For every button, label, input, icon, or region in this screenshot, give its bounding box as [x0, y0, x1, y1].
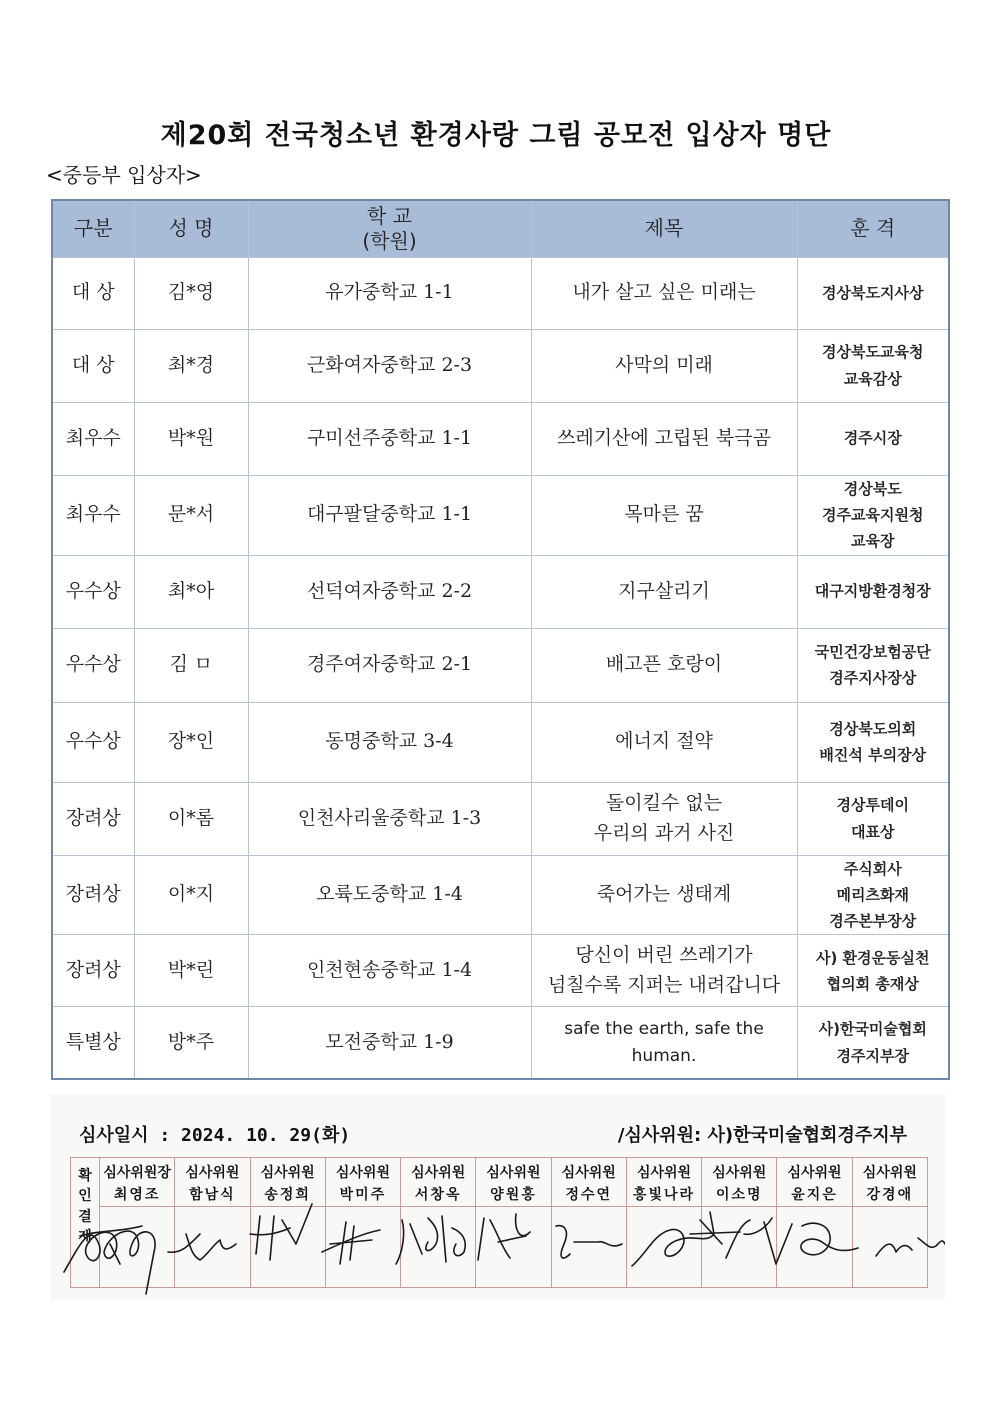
judges-row: [71, 1158, 928, 1207]
header-category: 구분: [52, 200, 134, 257]
honor-line: 국민건강보험공단: [814, 642, 931, 661]
student-name-cell: 최*경: [134, 329, 248, 402]
judge-role: 심사위원: [636, 1165, 692, 1181]
table-row: [52, 628, 949, 702]
table-row: [52, 782, 949, 855]
award-rows: [52, 257, 949, 1079]
artwork-title-line: 당신이 버린 쓰레기가: [575, 944, 753, 967]
review-jury: /심사위원: 사)한국미술협회경주지부: [617, 1125, 907, 1146]
artwork-title-cell: [531, 555, 797, 628]
header-school: [248, 200, 531, 257]
honor-cell: [797, 628, 949, 702]
school-cell: 대구팔달중학교 1-1: [248, 475, 531, 555]
table-row: [52, 855, 949, 935]
school-cell: 모전중학교 1-9: [248, 1007, 531, 1079]
signature-box: [100, 1207, 175, 1288]
judge-cell: [100, 1158, 175, 1207]
honor-cell: [797, 855, 949, 935]
award-category-cell: 장려상: [52, 935, 134, 1007]
award-category-cell: 우수상: [52, 628, 134, 702]
confirm-char: 결: [78, 1208, 92, 1225]
school-cell: 오륙도중학교 1-4: [248, 855, 531, 935]
honor-line: 경주지부장: [836, 1046, 909, 1065]
judge-name: 윤지은: [791, 1187, 838, 1203]
judge-cell: [476, 1158, 551, 1207]
artwork-title-line: 돌이킬수 없는: [605, 792, 723, 815]
award-category-cell: 우수상: [52, 555, 134, 628]
student-name-cell: 방*주: [134, 1007, 248, 1079]
student-name-cell: 장*인: [134, 702, 248, 782]
award-category-cell: 특별상: [52, 1007, 134, 1079]
section-subtitle: <중등부 입상자>: [46, 163, 202, 187]
honor-cell: [797, 257, 949, 329]
table-header-row: [52, 200, 949, 257]
judge-cell: [626, 1158, 701, 1207]
awards-table: [51, 199, 950, 1080]
judge-role: 심사위원: [260, 1165, 315, 1181]
honor-line: 경상투데이: [836, 796, 909, 815]
judge-cell: [852, 1158, 927, 1207]
honor-line: 메리츠화재: [836, 885, 909, 904]
judge-cell: [551, 1158, 626, 1207]
student-name-cell: 이*롬: [134, 782, 248, 855]
judge-cell: [401, 1158, 476, 1207]
honor-line: 배진석 부의장상: [819, 746, 927, 764]
artwork-title-cell: [531, 628, 797, 702]
student-name-cell: 김 ㅁ: [134, 628, 248, 702]
judge-name: 최영조: [113, 1187, 161, 1203]
table-row: [52, 475, 949, 555]
header-honor: 훈 격: [797, 200, 949, 257]
signature-box: [852, 1207, 927, 1288]
confirm-char: 인: [78, 1188, 92, 1205]
student-name-cell: 박*린: [134, 935, 248, 1007]
judge-name: 강경애: [866, 1187, 914, 1203]
judge-cell: [175, 1158, 250, 1207]
honor-line: 대구지방환경청장: [814, 582, 931, 601]
confirm-char: 제: [78, 1228, 92, 1245]
honor-cell: [797, 935, 949, 1007]
judge-role: 심사위원: [335, 1165, 390, 1181]
honor-line: 사) 환경운동실천: [815, 948, 930, 967]
signature-box: [250, 1207, 325, 1288]
honor-cell: [797, 702, 949, 782]
award-category-cell: 대 상: [52, 257, 134, 329]
signature-box: [476, 1207, 551, 1288]
award-category-cell: 최우수: [52, 475, 134, 555]
school-cell: 동명중학교 3-4: [248, 702, 531, 782]
honor-cell: [797, 555, 949, 628]
student-name-cell: 문*서: [134, 475, 248, 555]
judge-cell: [702, 1158, 777, 1207]
artwork-title-cell: [531, 855, 797, 935]
artwork-title-line: 지구살리기: [618, 579, 710, 602]
award-category-cell: 장려상: [52, 855, 134, 935]
signature-box: [175, 1207, 250, 1288]
judge-name: 함남식: [189, 1187, 236, 1203]
judge-cell: [777, 1158, 852, 1207]
artwork-title-line: 우리의 과거 사진: [593, 821, 735, 844]
signature-row: [71, 1207, 928, 1288]
artwork-title-cell: [531, 329, 797, 402]
artwork-title-line: 쓰레기산에 고립된 북극곰: [557, 426, 771, 449]
header-school-line1: 학 교: [367, 203, 412, 228]
judge-role: 심사위원: [561, 1165, 616, 1181]
table-row: [52, 555, 949, 628]
honor-cell: [797, 329, 949, 402]
signature-box: [401, 1207, 476, 1288]
school-cell: 유가중학교 1-1: [248, 257, 531, 329]
judge-role: 심사위원: [411, 1165, 466, 1181]
judge-name: 송정희: [264, 1187, 311, 1203]
judge-cell: [250, 1158, 325, 1207]
judge-name: 이소명: [715, 1187, 763, 1203]
artwork-title-cell: [531, 782, 797, 855]
school-cell: 선덕여자중학교 2-2: [248, 555, 531, 628]
table-row: [52, 402, 949, 475]
honor-line: 경상북도의회: [829, 719, 917, 738]
student-name-cell: 최*아: [134, 555, 248, 628]
honor-line: 교육감상: [843, 369, 902, 388]
honor-line: 사)한국미술협회: [818, 1020, 927, 1039]
judge-role: 심사위원: [862, 1165, 917, 1181]
judge-name: 정수연: [565, 1187, 613, 1203]
honor-cell: [797, 475, 949, 555]
artwork-title-cell: [531, 935, 797, 1007]
judge-name: 박미주: [339, 1187, 387, 1203]
award-category-cell: 우수상: [52, 702, 134, 782]
artwork-title-cell: [531, 1007, 797, 1079]
header-artwork-title: 제목: [531, 200, 797, 257]
table-row: [52, 1007, 949, 1079]
award-category-cell: 장려상: [52, 782, 134, 855]
honor-line: 경주본부장상: [829, 912, 917, 930]
judge-name: 서창옥: [414, 1187, 462, 1203]
judge-cell: [325, 1158, 400, 1207]
review-section: [50, 1094, 945, 1300]
judge-name: 양원홍: [490, 1187, 537, 1203]
school-cell: 구미선주중학교 1-1: [248, 402, 531, 475]
artwork-title-cell: [531, 702, 797, 782]
confirm-char: 확: [78, 1168, 92, 1184]
honor-line: 경주지사장상: [829, 669, 917, 687]
honor-line: 주식회사: [843, 859, 902, 878]
artwork-title-cell: [531, 257, 797, 329]
artwork-title-line: 에너지 절약: [615, 730, 713, 753]
school-cell: 인천사리울중학교 1-3: [248, 782, 531, 855]
signature-box: [325, 1207, 400, 1288]
header-school-line2: (학원): [362, 228, 417, 253]
document-title: 제20회 전국청소년 환경사랑 그림 공모전 입상자 명단: [160, 120, 832, 151]
artwork-title-line: human.: [631, 1045, 697, 1066]
judge-role: 심사위원: [486, 1165, 541, 1181]
honor-line: 교육장: [851, 532, 895, 551]
honor-line: 경주시장: [843, 429, 902, 448]
school-cell: 인천현송중학교 1-4: [248, 935, 531, 1007]
signature-box: [777, 1207, 852, 1288]
table-row: [52, 935, 949, 1007]
judge-name: 홍빛나라: [632, 1187, 696, 1203]
student-name-cell: 박*원: [134, 402, 248, 475]
artwork-title-line: 사막의 미래: [615, 353, 713, 376]
table-row: [52, 329, 949, 402]
award-category-cell: 최우수: [52, 402, 134, 475]
honor-line: 대표상: [851, 822, 895, 841]
honor-line: 경상북도: [843, 479, 902, 498]
student-name-cell: 이*지: [134, 855, 248, 935]
artwork-title-line: 배고픈 호랑이: [605, 653, 723, 676]
table-row: [52, 257, 949, 329]
honor-line: 협의회 총재상: [826, 974, 919, 993]
confirm-label-cell: [71, 1158, 100, 1288]
artwork-title-line: safe the earth, safe the: [564, 1019, 764, 1040]
judge-role: 심사위원: [787, 1165, 842, 1181]
signature-box: [702, 1207, 777, 1288]
honor-line: 경주교육지원청: [822, 505, 924, 524]
honor-cell: [797, 1007, 949, 1079]
student-name-cell: 김*영: [134, 257, 248, 329]
judge-role: 심사위원장: [103, 1165, 171, 1181]
artwork-title-line: 내가 살고 싶은 미래는: [572, 281, 756, 304]
table-row: [52, 702, 949, 782]
honor-line: 경상북도지사상: [822, 283, 924, 302]
judge-role: 심사위원: [712, 1165, 767, 1181]
signature-box: [551, 1207, 626, 1288]
award-category-cell: 대 상: [52, 329, 134, 402]
school-cell: 경주여자중학교 2-1: [248, 628, 531, 702]
judge-role: 심사위원: [185, 1165, 240, 1181]
artwork-title-line: 목마른 꿈: [624, 503, 704, 526]
signature-box: [626, 1207, 701, 1288]
artwork-title-line: 넘칠수록 지퍼는 내려갑니다: [547, 973, 781, 996]
honor-cell: [797, 782, 949, 855]
review-date: 심사일시 : 2024. 10. 29(화): [79, 1125, 351, 1146]
judges-table: [70, 1157, 928, 1288]
header-name: 성 명: [134, 200, 248, 257]
artwork-title-line: 죽어가는 생태계: [596, 883, 732, 906]
honor-cell: [797, 402, 949, 475]
honor-line: 경상북도교육청: [822, 343, 924, 362]
school-cell: 근화여자중학교 2-3: [248, 329, 531, 402]
artwork-title-cell: [531, 402, 797, 475]
artwork-title-cell: [531, 475, 797, 555]
